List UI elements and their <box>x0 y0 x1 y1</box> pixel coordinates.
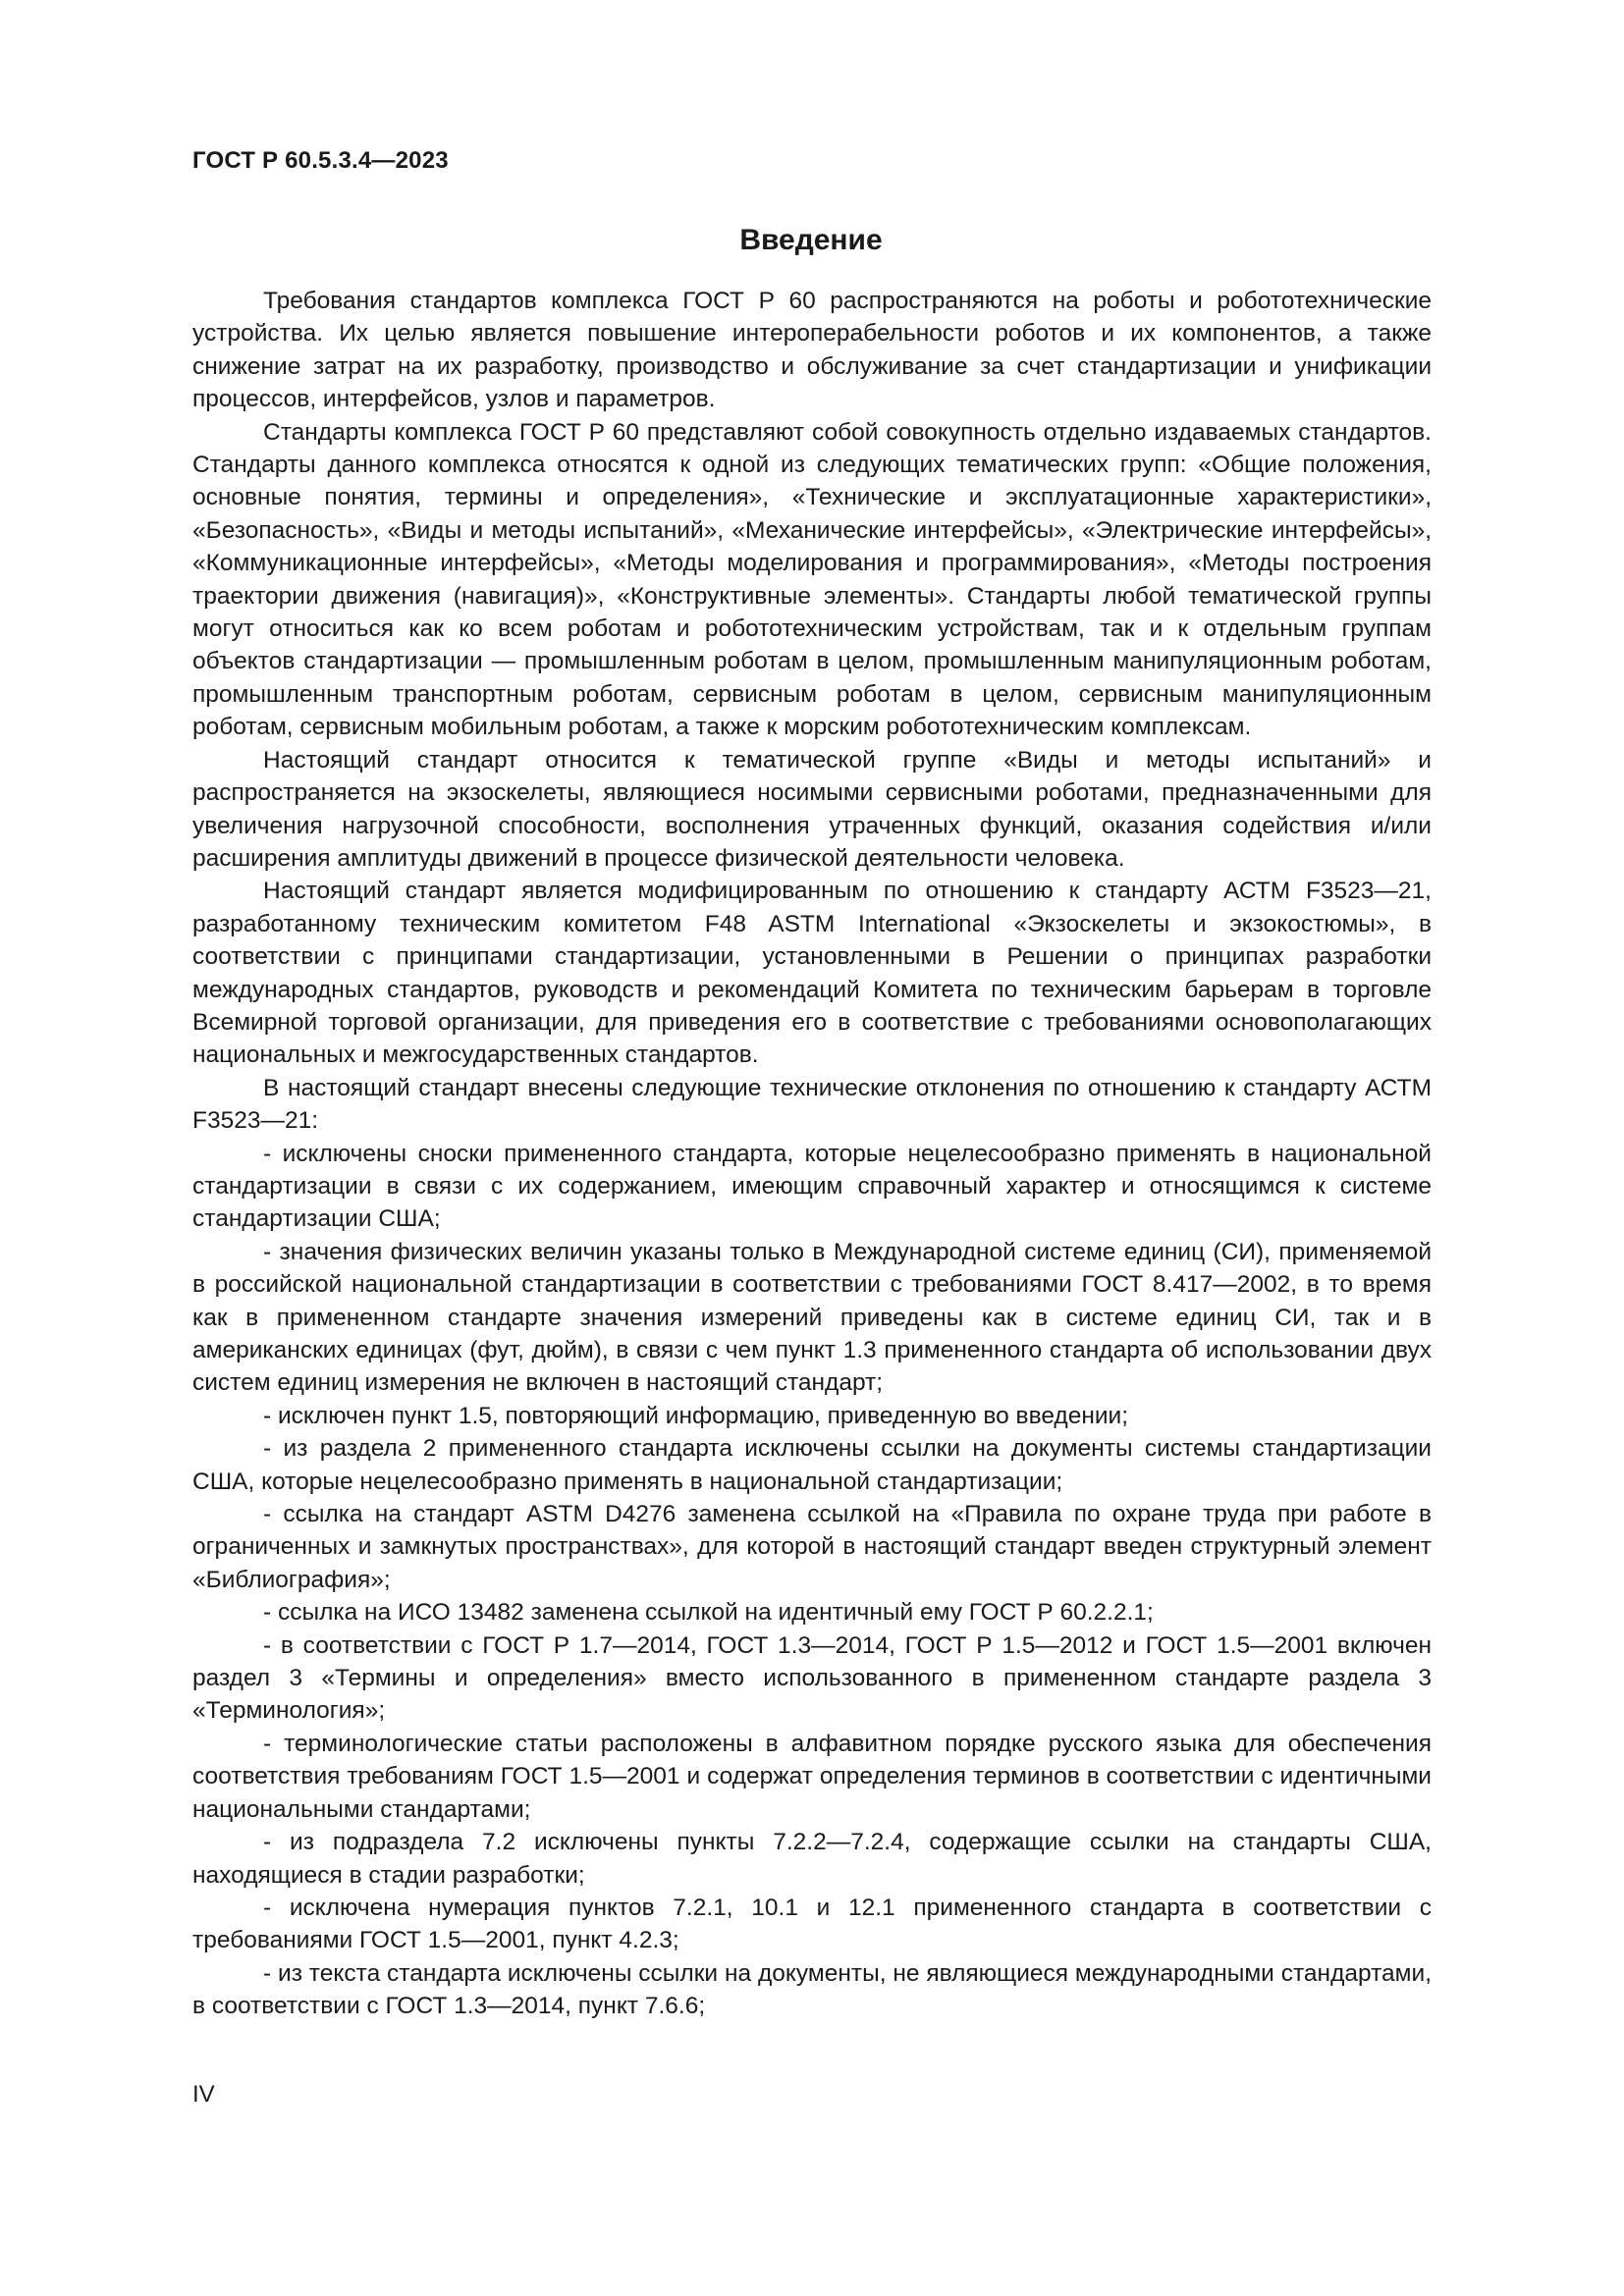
paragraph: Стандарты комплекса ГОСТ Р 60 представляют собой совокупность отдельно издаваемых стандартов. Стандарты данного комплекса относятся к одной из следующих тематических групп: «Общие положения, основные понятия, термины и определения», «Технические и эксплуатационные характеристики», «Безопасность», «Виды и методы испытаний», «Механические интерфейсы», «Электрические интерфейсы», «Коммуникационные интерфейсы», «Методы моделирования и программирования», «Методы построения траектории движения (навигация)», «Конструктивные элементы». Стандарты любой тематической группы могут относиться как ко всем роботам и робототехническим устройствам, так и к отдельным группам объектов стандартизации — промышленным роботам в целом, промышленным манипуляционным роботам, промышленным транспортным роботам, сервисным роботам в целом, сервисным манипуляционным роботам, сервисным мобильным роботам, а также к морским робототехническим комплексам. <box>192 418 1432 741</box>
list-item: - терминологические статьи расположены в алфавитном порядке русского языка для обеспечения соответствия требованиям ГОСТ 1.5—2001 и содержат определения терминов в соответствии с идентичными национальными стандартами; <box>192 1730 1432 1823</box>
paragraph: В настоящий стандарт внесены следующие технические отклонения по отношению к стандарту АСТМ F3523—21: <box>192 1074 1432 1135</box>
list-item: - исключены сноски примененного стандарта, которые нецелесообразно применять в национальной стандартизации в связи с их содержанием, имеющим справочный характер и относящимся к системе стандартизации США; <box>192 1140 1432 1233</box>
list-item: - ссылка на стандарт ASTM D4276 заменена ссылкой на «Правила по охране труда при работе в ограниченных и замкнутых пространствах», для которой в настоящий стандарт введен структурный элемент «Библиография»; <box>192 1501 1432 1593</box>
page-number: IV <box>192 2081 215 2108</box>
paragraph: Требования стандартов комплекса ГОСТ Р 60 распространяются на роботы и робототехнические устройства. Их целью является повышение интероперабельности роботов и их компонентов, а также снижение затрат на их разработку, производство и обслуживание за счет стандартизации и унификации процессов, интерфейсов, узлов и параметров. <box>192 288 1432 413</box>
paragraph: Настоящий стандарт является модифицированным по отношению к стандарту АСТМ F3523—21, разработанному техническим комитетом F48 ASTM International «Экзоскелеты и экзокостюмы», в соответствии с принципами стандартизации, установленными в Решении о принципах разработки международных стандартов, руководств и рекомендаций Комитета по техническим барьерам в торговле Всемирной торговой организации, для приведения его в соответствие с требованиями основополагающих национальных и межгосударственных стандартов. <box>192 878 1432 1069</box>
list-item: - из подраздела 7.2 исключены пункты 7.2.2—7.2.4, содержащие ссылки на стандарты США, находящиеся в стадии разработки; <box>192 1829 1432 1889</box>
list-item: - из текста стандарта исключены ссылки на документы, не являющиеся международными стандартами, в соответствии с ГОСТ 1.3—2014, пункт 7.6.6; <box>192 1959 1432 2020</box>
list-item: - ссылка на ИСО 13482 заменена ссылкой на идентичный ему ГОСТ Р 60.2.2.1; <box>263 1599 1154 1627</box>
list-item: - в соответствии с ГОСТ Р 1.7—2014, ГОСТ 1.3—2014, ГОСТ Р 1.5—2012 и ГОСТ 1.5—2001 включен раздел 3 «Термины и определения» вместо использованного в примененном стандарте раздела 3 «Терминология»; <box>192 1631 1432 1725</box>
paragraph: Настоящий стандарт относится к тематической группе «Виды и методы испытаний» и распространяется на экзоскелеты, являющиеся носимыми сервисными роботами, предназначенными для увеличения нагрузочной способности, восполнения утраченных функций, оказания содействия и/или расширения амплитуды движений в процессе физической деятельности человека. <box>192 746 1432 872</box>
list-item: - из раздела 2 примененного стандарта исключены ссылки на документы системы стандартизации США, которые нецелесообразно применять в национальной стандартизации; <box>192 1435 1432 1495</box>
section-title: Введение <box>739 224 883 256</box>
list-item: - исключена нумерация пунктов 7.2.1, 10.1 и 12.1 примененного стандарта в соответствии с требованиями ГОСТ 1.5—2001, пункт 4.2.3; <box>192 1894 1432 1954</box>
body-text <box>192 285 1432 2023</box>
list-item: - исключен пункт 1.5, повторяющий информацию, приведенную во введении; <box>263 1402 1129 1429</box>
list-item: - значения физических величин указаны только в Международной системе единиц (СИ), применяемой в российской национальной стандартизации в соответствии с требованиями ГОСТ 8.417—2002, в то время как в примененном стандарте значения измерений приведены как в системе единиц СИ, так и в американских единицах (фут, дюйм), в связи с чем пункт 1.3 примененного стандарта об использовании двух систем единиц измерения не включен в настоящий стандарт; <box>192 1238 1432 1397</box>
standard-id-header: ГОСТ Р 60.5.3.4—2023 <box>192 147 449 174</box>
